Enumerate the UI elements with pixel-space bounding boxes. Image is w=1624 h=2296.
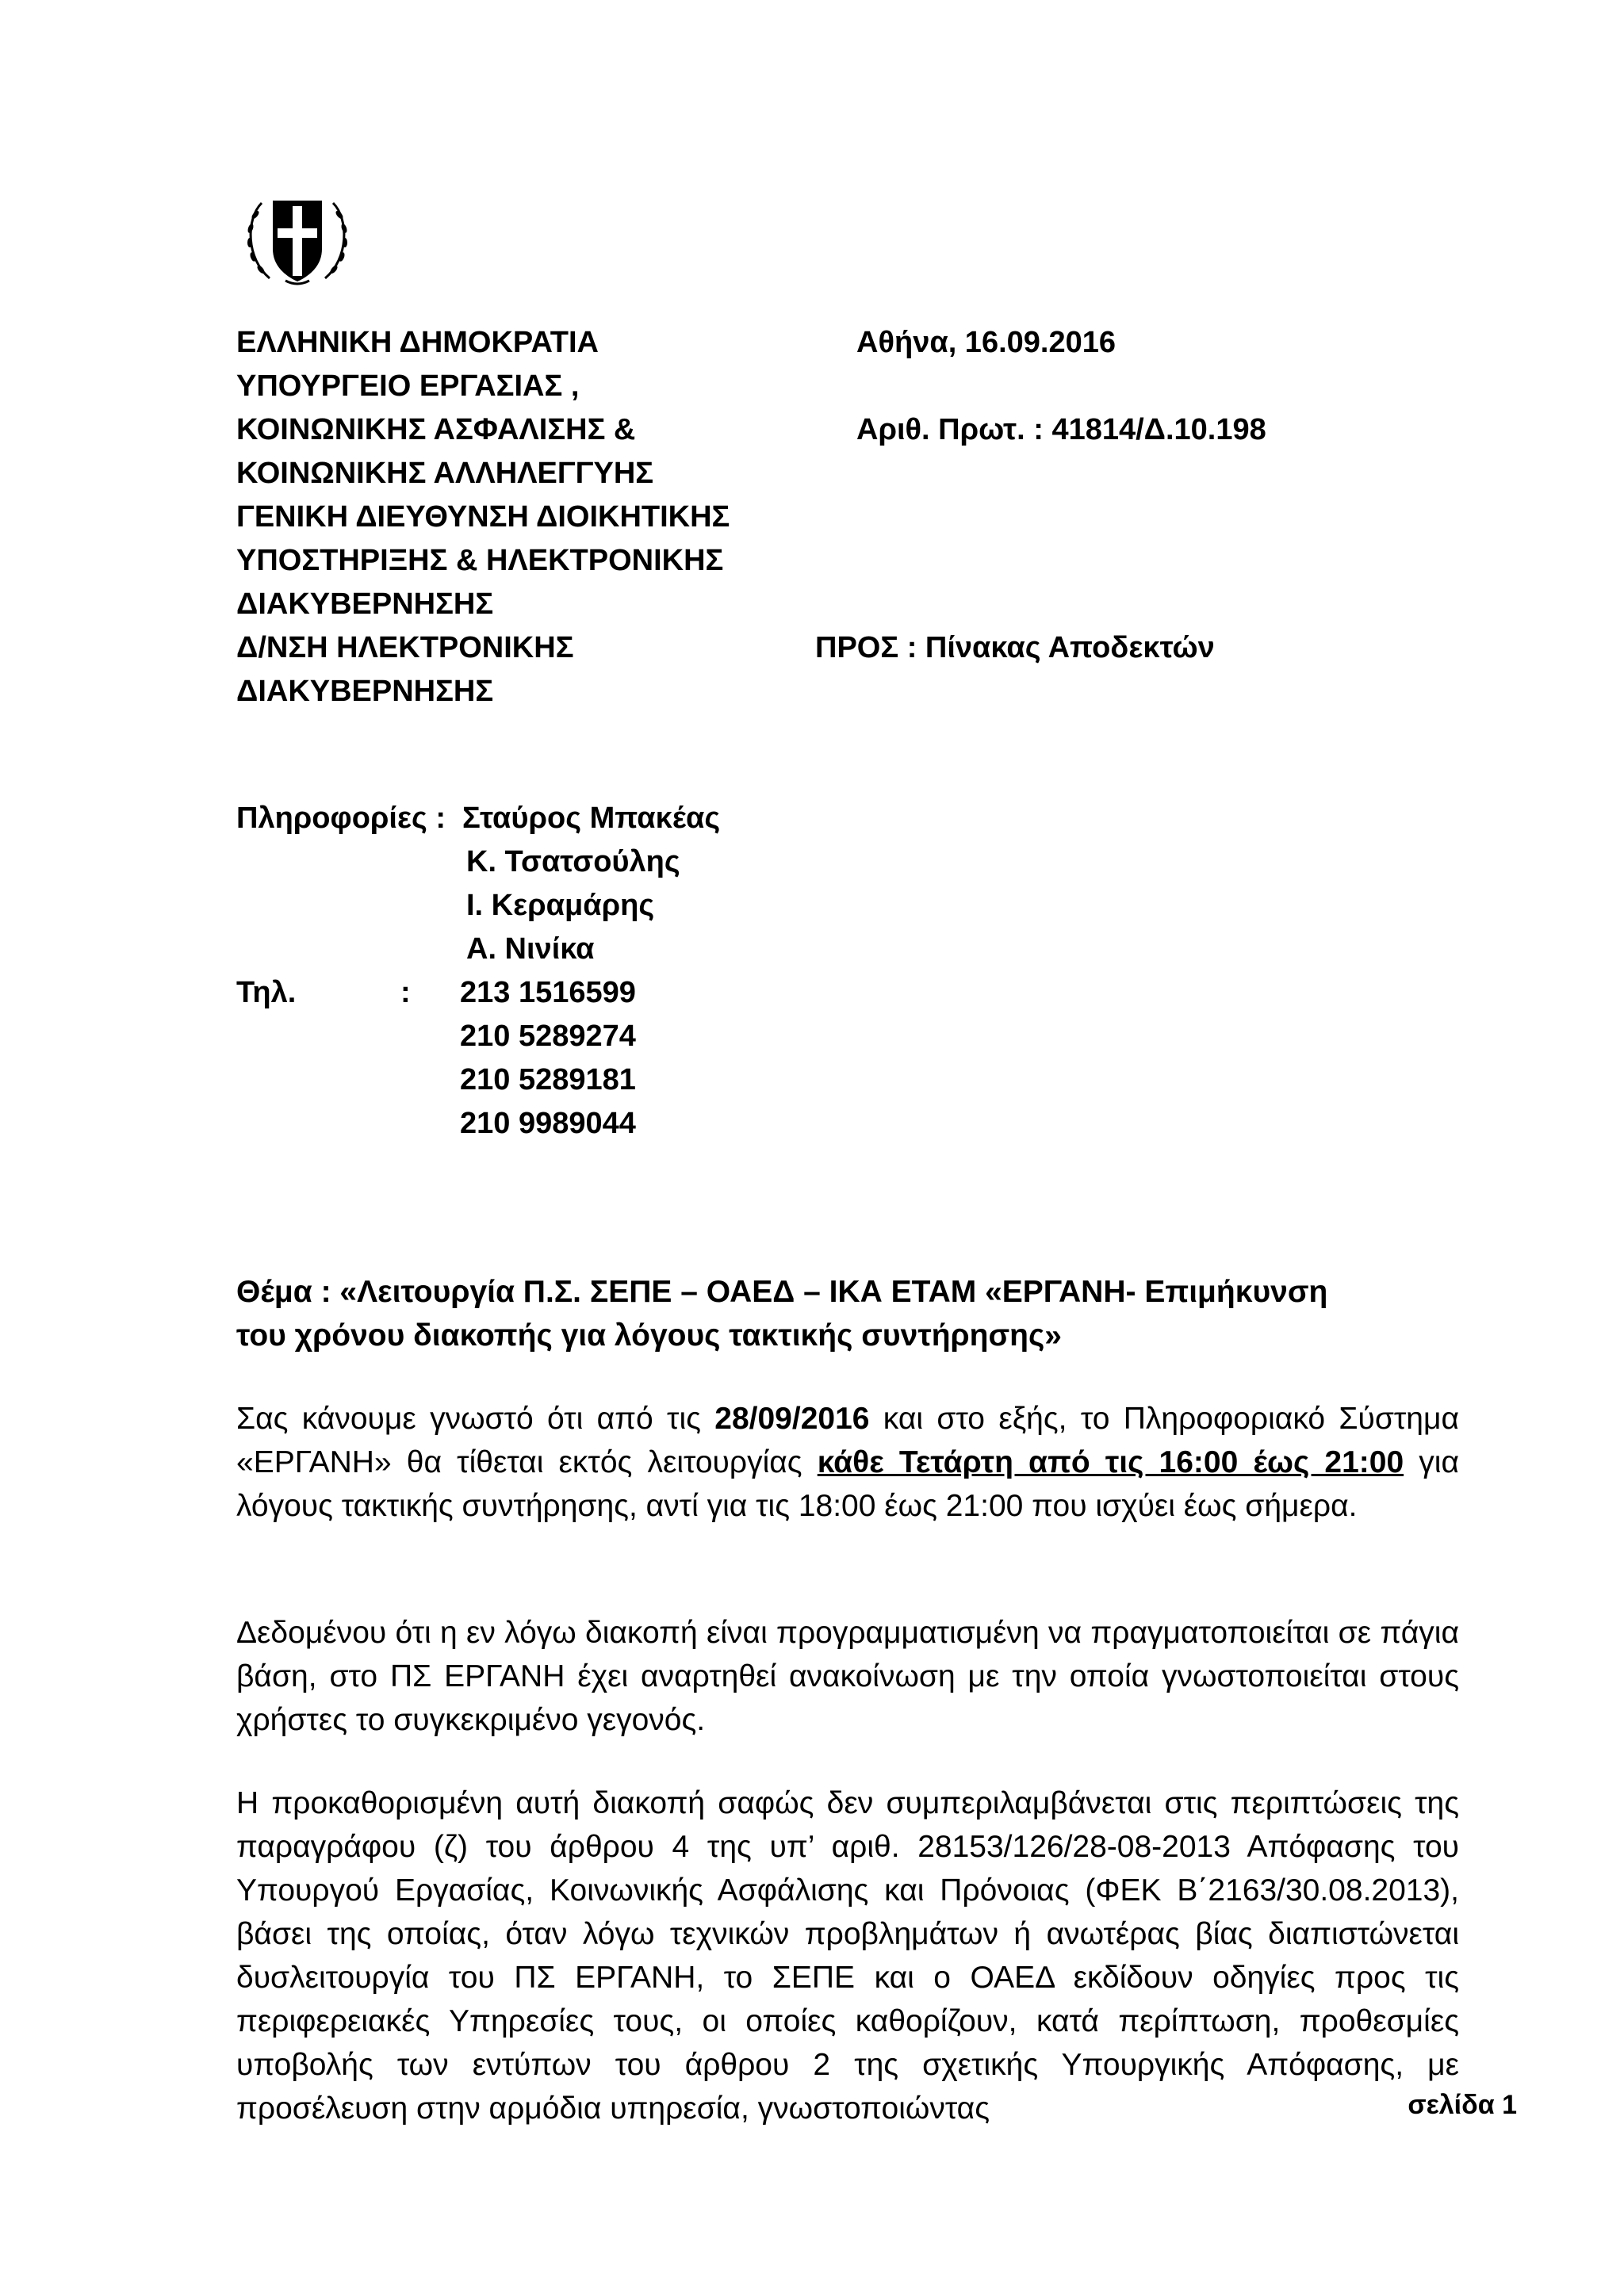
tel-colon: :: [400, 976, 411, 1009]
phone-number: 210 5289181: [460, 1063, 636, 1096]
issuer-line: ΥΠΟΥΡΓΕΙΟ ΕΡΓΑΣΙΑΣ ,: [236, 369, 580, 403]
p2-text: Δεδομένου ότι η εν λόγω διακοπή είναι προγραμματισμένη να πραγματοποιείται σε πάγια βάση, στο ΠΣ ΕΡΓΑΝΗ έχει αναρτηθεί ανακοίνωση με την οποία γνωστοποιείται στους χρήστες το συγκεκριμένο γεγονός.: [236, 1616, 1459, 1737]
phone-number: 210 5289274: [460, 1020, 636, 1053]
issuer-line: ΓΕΝΙΚΗ ΔΙΕΥΘΥΝΣΗ ΔΙΟΙΚΗΤΙΚΗΣ: [236, 500, 730, 534]
tel-label: Τηλ.: [236, 976, 297, 1009]
phone-number: 210 9989044: [460, 1107, 636, 1140]
issuer-line: ΚΟΙΝΩΝΙΚΗΣ ΑΛΛΗΛΕΓΓΥΗΣ: [236, 457, 654, 490]
greek-emblem-icon: [238, 187, 357, 290]
subject-line: Θέμα : «Λειτουργία Π.Σ. ΣΕΠΕ – ΟΑΕΔ – ΙΚΑ ΕΤΑΜ «ΕΡΓΑΝΗ- Επιμήκυνση: [236, 1275, 1328, 1309]
subject-line: του χρόνου διακοπής για λόγους τακτικής συντήρησης»: [236, 1318, 1062, 1353]
contact-name: Σταύρος Μπακέας: [462, 802, 721, 835]
contact-name: Κ. Τσατσούλης: [466, 845, 680, 878]
p1-text: Σας κάνουμε γνωστό ότι από τις: [236, 1402, 715, 1436]
body-paragraph-2: [236, 1611, 1459, 1742]
contact-name: Α. Νινίκα: [466, 932, 595, 966]
maintenance-window: κάθε Τετάρτη από τις 16:00 έως 21:00: [817, 1445, 1404, 1479]
body-paragraph-1: [236, 1397, 1459, 1528]
body-paragraph-3: [236, 1781, 1459, 2130]
issuer-line: ΔΙΑΚΥΒΕΡΝΗΣΗΣ: [236, 675, 494, 708]
issuer-line: ΔΙΑΚΥΒΕΡΝΗΣΗΣ: [236, 587, 494, 621]
phone-number: 213 1516599: [460, 976, 636, 1009]
page-number: σελίδα 1: [1408, 2090, 1517, 2120]
info-label: Πληροφορίες :: [236, 802, 446, 835]
document-date: Αθήνα, 16.09.2016: [856, 326, 1116, 359]
issuer-line: Δ/ΝΣΗ ΗΛΕΚΤΡΟΝΙΚΗΣ: [236, 631, 574, 664]
issuer-line: ΥΠΟΣΤΗΡΙΞΗΣ & ΗΛΕΚΤΡΟΝΙΚΗΣ: [236, 544, 724, 577]
p3-text: Η προκαθορισμένη αυτή διακοπή σαφώς δεν συμπεριλαμβάνεται στις περιπτώσεις της παραγράφου (ζ) του άρθρου 4 της υπ’ αριθ. 28153/126/28-08-2013 Απόφασης του Υπουργού Εργασίας, Κοινωνικής Ασφάλισης και Πρόνοιας (ΦΕΚ Β΄2163/30.08.2013), βάσει της οποίας, όταν λόγω τεχνικών προβλημάτων ή ανωτέρας βίας διαπιστώνεται δυσλειτουργία του ΠΣ ΕΡΓΑΝΗ, το ΣΕΠΕ και ο ΟΑΕΔ εκδίδουν οδηγίες προς τις περιφερειακές Υπηρεσίες τους, οι οποίες καθορίζουν, κατά περίπτωση, προθεσμίες υποβολής των εντύπων του άρθρου 2 της σχετικής Υπουργικής Απόφασης, με προσέλευση στην αρμόδια υπηρεσία, γνωστοποιώντας: [236, 1786, 1459, 2126]
issuer-line: ΕΛΛΗΝΙΚΗ ΔΗΜΟΚΡΑΤΙΑ: [236, 326, 599, 359]
protocol-number: Αριθ. Πρωτ. : 41814/Δ.10.198: [856, 413, 1266, 446]
recipient-line: ΠΡΟΣ : Πίνακας Αποδεκτών: [815, 631, 1215, 664]
effective-date: 28/09/2016: [714, 1402, 870, 1436]
p1-text: και στο εξής, το Πληροφοριακό Σύστημα «ΕΡΓΑΝΗ» θα τίθεται εκτός λειτουργίας: [236, 1402, 1459, 1479]
p1-text: για λόγους τακτικής συντήρησης, αντί για τις 18:00 έως 21:00 που ισχύει έως σήμερα.: [236, 1445, 1459, 1523]
issuer-line: ΚΟΙΝΩΝΙΚΗΣ ΑΣΦΑΛΙΣΗΣ &: [236, 413, 636, 446]
contact-name: Ι. Κεραμάρης: [466, 889, 655, 922]
